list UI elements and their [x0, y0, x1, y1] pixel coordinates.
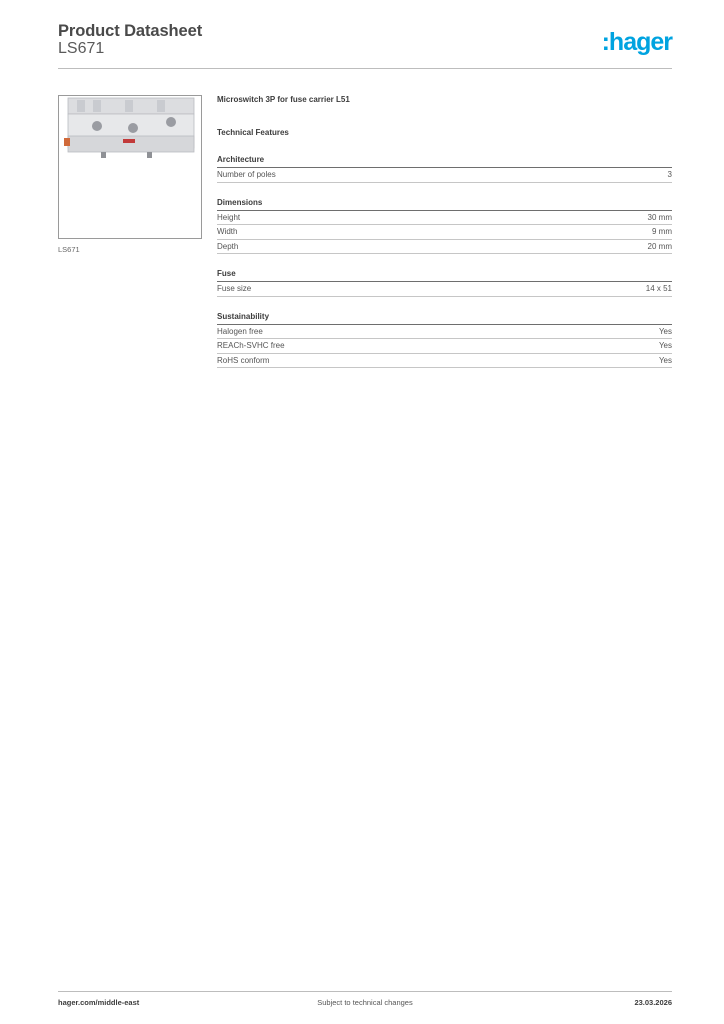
document-title: Product Datasheet [58, 22, 203, 40]
spec-label: Number of poles [217, 170, 276, 179]
spec-value: 14 x 51 [645, 284, 672, 293]
spec-row [217, 325, 672, 340]
spec-value: 3 [667, 170, 672, 179]
spec-row [217, 240, 672, 255]
spec-value: Yes [658, 326, 672, 336]
spec-value: 30 mm [647, 212, 672, 222]
section-title: Fuse [217, 269, 236, 278]
footer-website-link[interactable]: hager.com/middle-east [58, 998, 140, 1007]
section-title: Dimensions [217, 197, 263, 207]
section-architecture [217, 155, 672, 183]
spec-value: 9 mm [652, 227, 672, 236]
section-title: Sustainability [217, 311, 270, 321]
spec-value: Yes [658, 355, 672, 365]
spec-label: Height [217, 212, 241, 222]
product-name: Microswitch 3P for fuse carrier L51 [217, 95, 350, 104]
spec-label: REACh-SVHC free [217, 341, 285, 350]
product-image [58, 95, 202, 239]
spec-label: Halogen free [217, 326, 263, 336]
section-sustainability [217, 312, 672, 369]
microswitch-illustration [59, 96, 201, 238]
spec-row [217, 339, 672, 354]
spec-value: Yes [658, 341, 672, 350]
spec-label: Fuse size [217, 284, 252, 293]
footer-date: 23.03.2026 [634, 998, 672, 1007]
spec-value: 20 mm [647, 241, 672, 251]
section-fuse [217, 269, 672, 297]
section-dimensions [217, 198, 672, 255]
footer-divider [58, 991, 672, 992]
technical-features-heading: Technical Features [217, 128, 289, 137]
image-caption: LS671 [58, 245, 80, 254]
footer-notice: Subject to technical changes [317, 998, 413, 1007]
spec-row [217, 354, 672, 369]
spec-row [217, 282, 672, 297]
section-title: Architecture [217, 155, 265, 164]
specifications [217, 95, 672, 368]
spec-label: Width [217, 227, 238, 236]
page-footer [58, 998, 672, 1010]
product-reference: LS671 [58, 40, 105, 57]
spec-row [217, 225, 672, 240]
spec-label: Depth [217, 241, 239, 251]
spec-row [217, 211, 672, 226]
header-divider [58, 68, 672, 69]
spec-row [217, 168, 672, 183]
page-header [58, 22, 672, 68]
spec-label: RoHS conform [217, 355, 270, 365]
hager-logo: :hager [601, 28, 672, 56]
